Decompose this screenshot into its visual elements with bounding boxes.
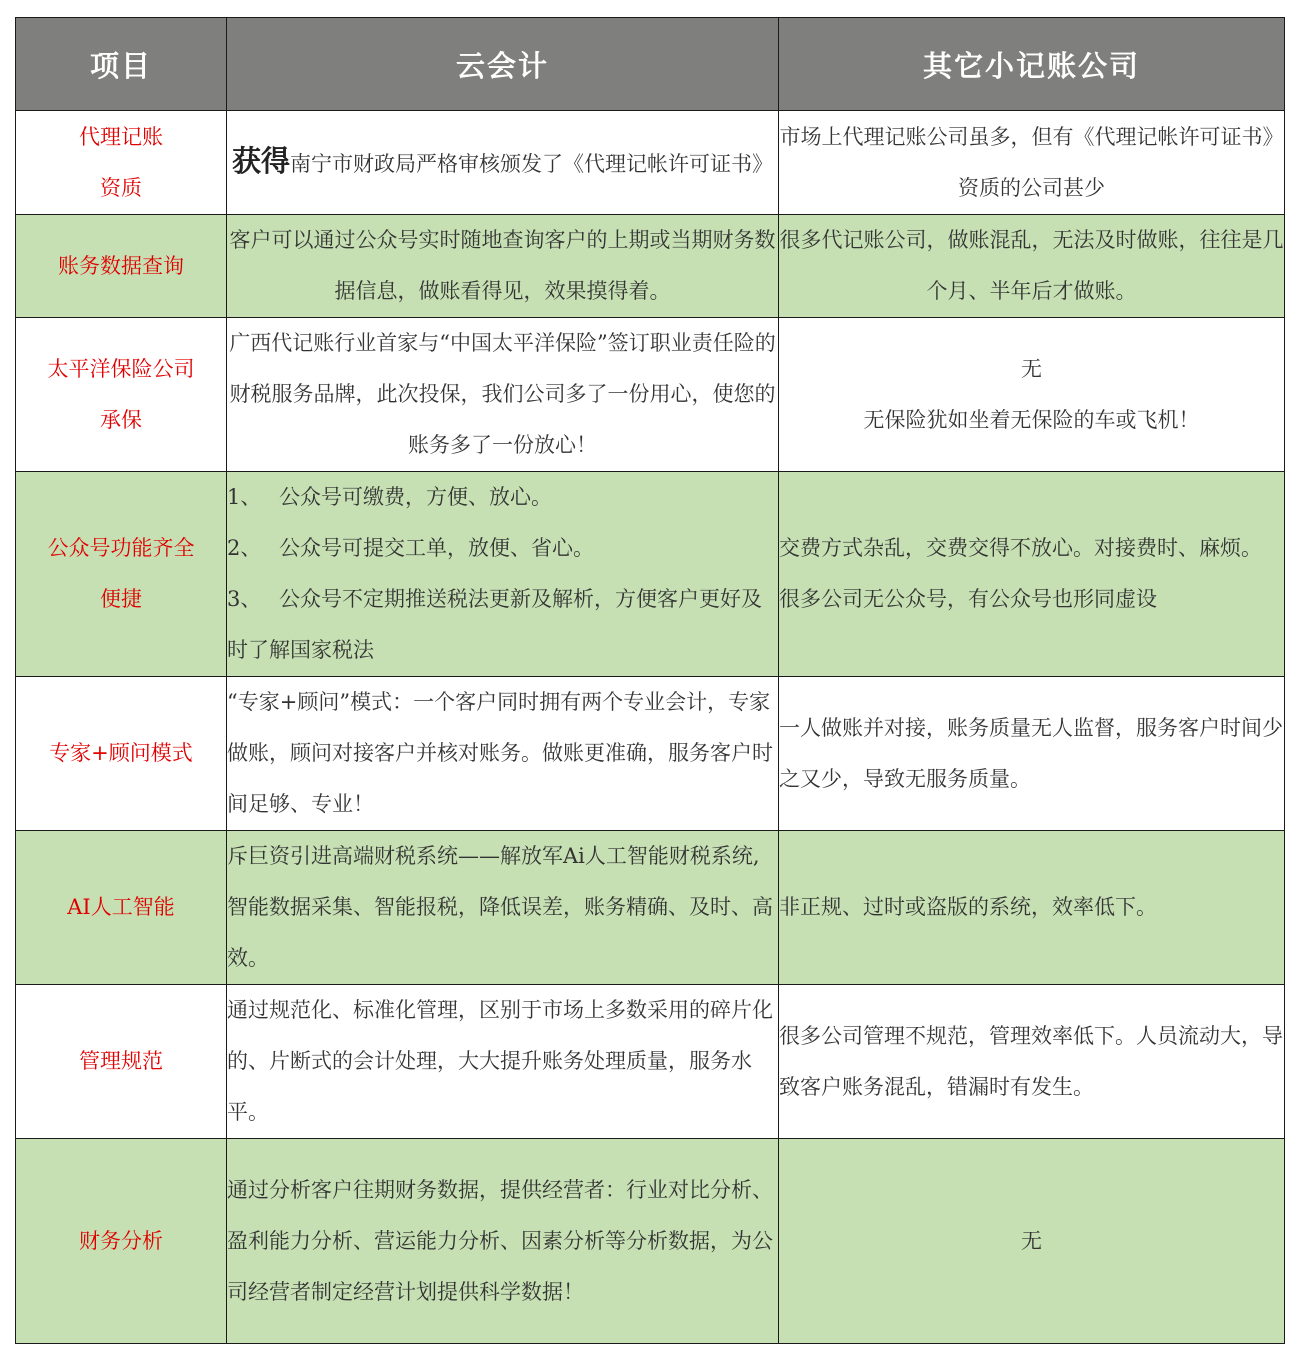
table-row bbox=[16, 472, 1285, 677]
table-row bbox=[16, 677, 1285, 831]
comparison-table bbox=[15, 17, 1285, 1344]
list-item: 1、 公众号可缴费，方便、放心。 bbox=[227, 485, 552, 509]
cloud-cell: 通过分析客户往期财务数据，提供经营者：行业对比分析、盈利能力分析、营运能力分析、因素分析等分析数据，为公司经营者制定经营计划提供科学数据！ bbox=[227, 1139, 779, 1344]
other-cell: 一人做账并对接，账务质量无人监督，服务客户时间少之又少，导致无服务质量。 bbox=[779, 677, 1285, 831]
table-row bbox=[16, 985, 1285, 1139]
cloud-cell bbox=[227, 472, 779, 677]
row-item-label: 代理记账 资质 bbox=[16, 111, 227, 215]
header-item: 项目 bbox=[16, 18, 227, 111]
row-item-label: AI人工智能 bbox=[16, 831, 227, 985]
cloud-cell: 通过规范化、标准化管理，区别于市场上多数采用的碎片化的、片断式的会计处理，大大提升账务处理质量，服务水平。 bbox=[227, 985, 779, 1139]
table-row bbox=[16, 1139, 1285, 1344]
list-item: 3、 公众号不定期推送税法更新及解析，方便客户更好及时了解国家税法 bbox=[227, 587, 762, 662]
other-cell: 很多代记账公司，做账混乱，无法及时做账，往往是几个月、半年后才做账。 bbox=[779, 215, 1285, 318]
list-item: 2、 公众号可提交工单，放便、省心。 bbox=[227, 536, 594, 560]
cloud-cell: 广西代记账行业首家与“中国太平洋保险”签订职业责任险的财税服务品牌，此次投保，我们公司多了一份用心，使您的账务多了一份放心！ bbox=[227, 318, 779, 472]
other-cell: 无 无保险犹如坐着无保险的车或飞机！ bbox=[779, 318, 1285, 472]
other-cell: 非正规、过时或盗版的系统，效率低下。 bbox=[779, 831, 1285, 985]
row-item-label: 管理规范 bbox=[16, 985, 227, 1139]
other-cell: 交费方式杂乱，交费交得不放心。对接费时、麻烦。 很多公司无公众号，有公众号也形同虚设 bbox=[779, 472, 1285, 677]
row-item-label: 财务分析 bbox=[16, 1139, 227, 1344]
cloud-cell: 斥巨资引进高端财税系统——解放军Ai人工智能财税系统,智能数据采集、智能报税，降低误差，账务精确、及时、高效。 bbox=[227, 831, 779, 985]
row-item-label: 专家+顾问模式 bbox=[16, 677, 227, 831]
other-cell: 市场上代理记账公司虽多，但有《代理记帐许可证书》资质的公司甚少 bbox=[779, 111, 1285, 215]
table-row bbox=[16, 831, 1285, 985]
table-row bbox=[16, 215, 1285, 318]
cloud-cell: 客户可以通过公众号实时随地查询客户的上期或当期财务数据信息，做账看得见，效果摸得着。 bbox=[227, 215, 779, 318]
table-row bbox=[16, 111, 1285, 215]
row-item-label: 账务数据查询 bbox=[16, 215, 227, 318]
header-cloud-accounting: 云会计 bbox=[227, 18, 779, 111]
row-item-label: 公众号功能齐全 便捷 bbox=[16, 472, 227, 677]
header-row bbox=[16, 18, 1285, 111]
row-item-label: 太平洋保险公司 承保 bbox=[16, 318, 227, 472]
cloud-cell: 获得南宁市财政局严格审核颁发了《代理记帐许可证书》 bbox=[227, 111, 779, 215]
other-cell: 无 bbox=[779, 1139, 1285, 1344]
header-other-companies: 其它小记账公司 bbox=[779, 18, 1285, 111]
table-row bbox=[16, 318, 1285, 472]
cloud-cell: “专家+顾问”模式：一个客户同时拥有两个专业会计，专家做账，顾问对接客户并核对账务。做账更准确，服务客户时间足够、专业！ bbox=[227, 677, 779, 831]
emphasis-text: 获得 bbox=[231, 143, 290, 178]
other-cell: 很多公司管理不规范，管理效率低下。人员流动大，导致客户账务混乱，错漏时有发生。 bbox=[779, 985, 1285, 1139]
